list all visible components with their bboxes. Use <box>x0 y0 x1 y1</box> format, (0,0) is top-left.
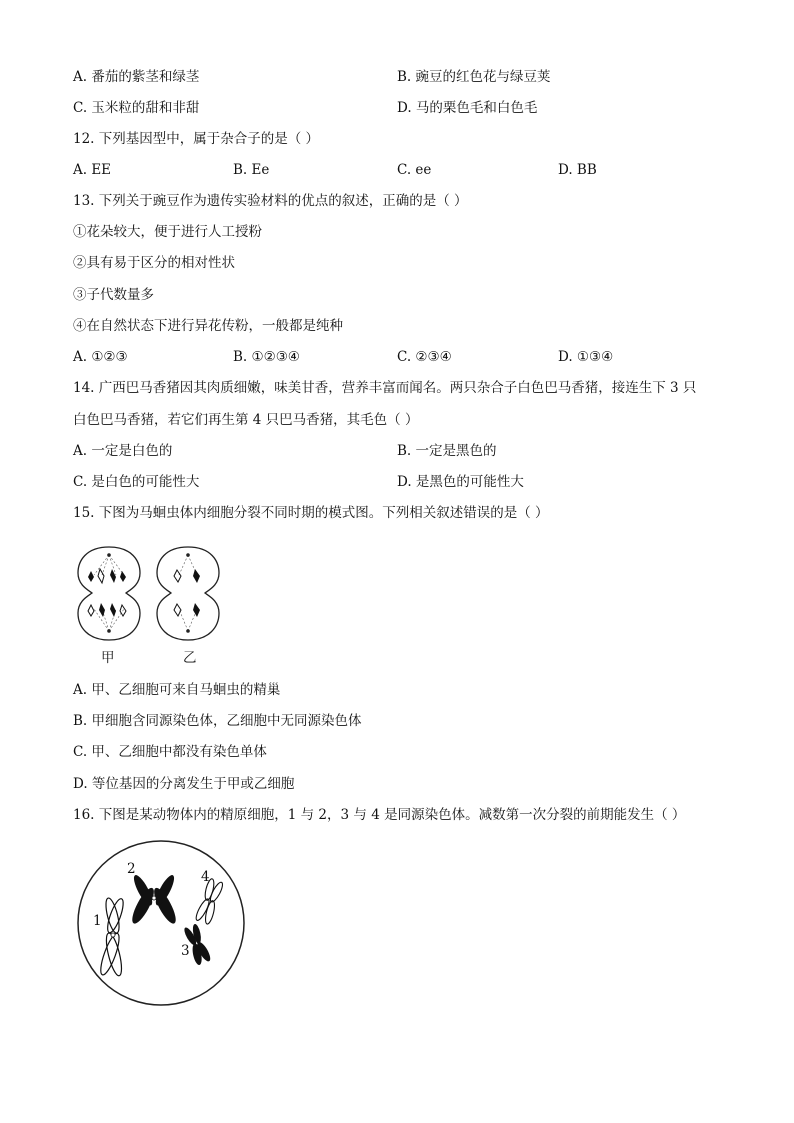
q13-statement-4: ④在自然状态下进行异花传粉，一般都是纯种 <box>73 318 343 334</box>
q14-option-b: B. 一定是黑色的 <box>397 443 497 459</box>
q12-option-d: D. BB <box>558 162 597 178</box>
cell-yi-diagram <box>153 543 223 643</box>
q16-stem: 16. 下图是某动物体内的精原细胞，1 与 2，3 与 4 是同源染色体。减数第一次分裂的前期能发生（ ） <box>73 807 686 823</box>
chromosome-label-4: 4 <box>201 869 210 885</box>
q12-stem: 12. 下列基因型中，属于杂合子的是（ ） <box>73 131 320 147</box>
q11-option-b: B. 豌豆的红色花与绿豆荚 <box>397 69 551 85</box>
q13-statement-3: ③子代数量多 <box>73 287 154 303</box>
q15-option-d: D. 等位基因的分离发生于甲或乙细胞 <box>73 776 295 792</box>
q11-option-a: A. 番茄的紫茎和绿茎 <box>73 69 200 85</box>
q13-option-c: C. ②③④ <box>397 349 452 365</box>
figure-label-jia: 甲 <box>101 650 115 666</box>
q13-option-d: D. ①③④ <box>558 349 614 365</box>
q13-statement-1: ①花朵较大，便于进行人工授粉 <box>73 224 262 240</box>
chromosome-label-2: 2 <box>127 861 136 877</box>
q14-option-d: D. 是黑色的可能性大 <box>397 474 524 490</box>
q15-option-c: C. 甲、乙细胞中都没有染色单体 <box>73 744 267 760</box>
q15-option-a: A. 甲、乙细胞可来自马蛔虫的精巢 <box>73 682 281 698</box>
chromosome-label-3: 3 <box>181 943 190 959</box>
q14-stem-line1: 14. 广西巴马香猪因其肉质细嫩，味美甘香，营养丰富而闻名。两只杂合子白色巴马香猪，接连生下 3 只 <box>73 380 697 396</box>
q13-option-a: A. ①②③ <box>73 349 128 365</box>
figure-label-yi: 乙 <box>183 650 197 666</box>
chromosome-label-1: 1 <box>93 913 102 929</box>
q12-option-c: C. ee <box>397 162 432 178</box>
q13-stem: 13. 下列关于豌豆作为遗传实验材料的优点的叙述，正确的是（ ） <box>73 193 468 209</box>
q14-stem-line2: 白色巴马香猪，若它们再生第 4 只巴马香猪，其毛色（ ） <box>73 412 419 428</box>
q11-option-d: D. 马的栗色毛和白色毛 <box>397 100 538 116</box>
cell-jia-diagram <box>74 543 144 643</box>
q13-statement-2: ②具有易于区分的相对性状 <box>73 255 235 271</box>
q14-option-c: C. 是白色的可能性大 <box>73 474 200 490</box>
q12-option-b: B. Ee <box>233 162 270 178</box>
q13-option-b: B. ①②③④ <box>233 349 300 365</box>
q14-option-a: A. 一定是白色的 <box>73 443 173 459</box>
q12-option-a: A. EE <box>73 162 112 178</box>
q11-option-c: C. 玉米粒的甜和非甜 <box>73 100 200 116</box>
q15-option-b: B. 甲细胞含同源染色体，乙细胞中无同源染色体 <box>73 713 362 729</box>
q15-stem: 15. 下图为马蛔虫体内细胞分裂不同时期的模式图。下列相关叙述错误的是（ ） <box>73 505 549 521</box>
